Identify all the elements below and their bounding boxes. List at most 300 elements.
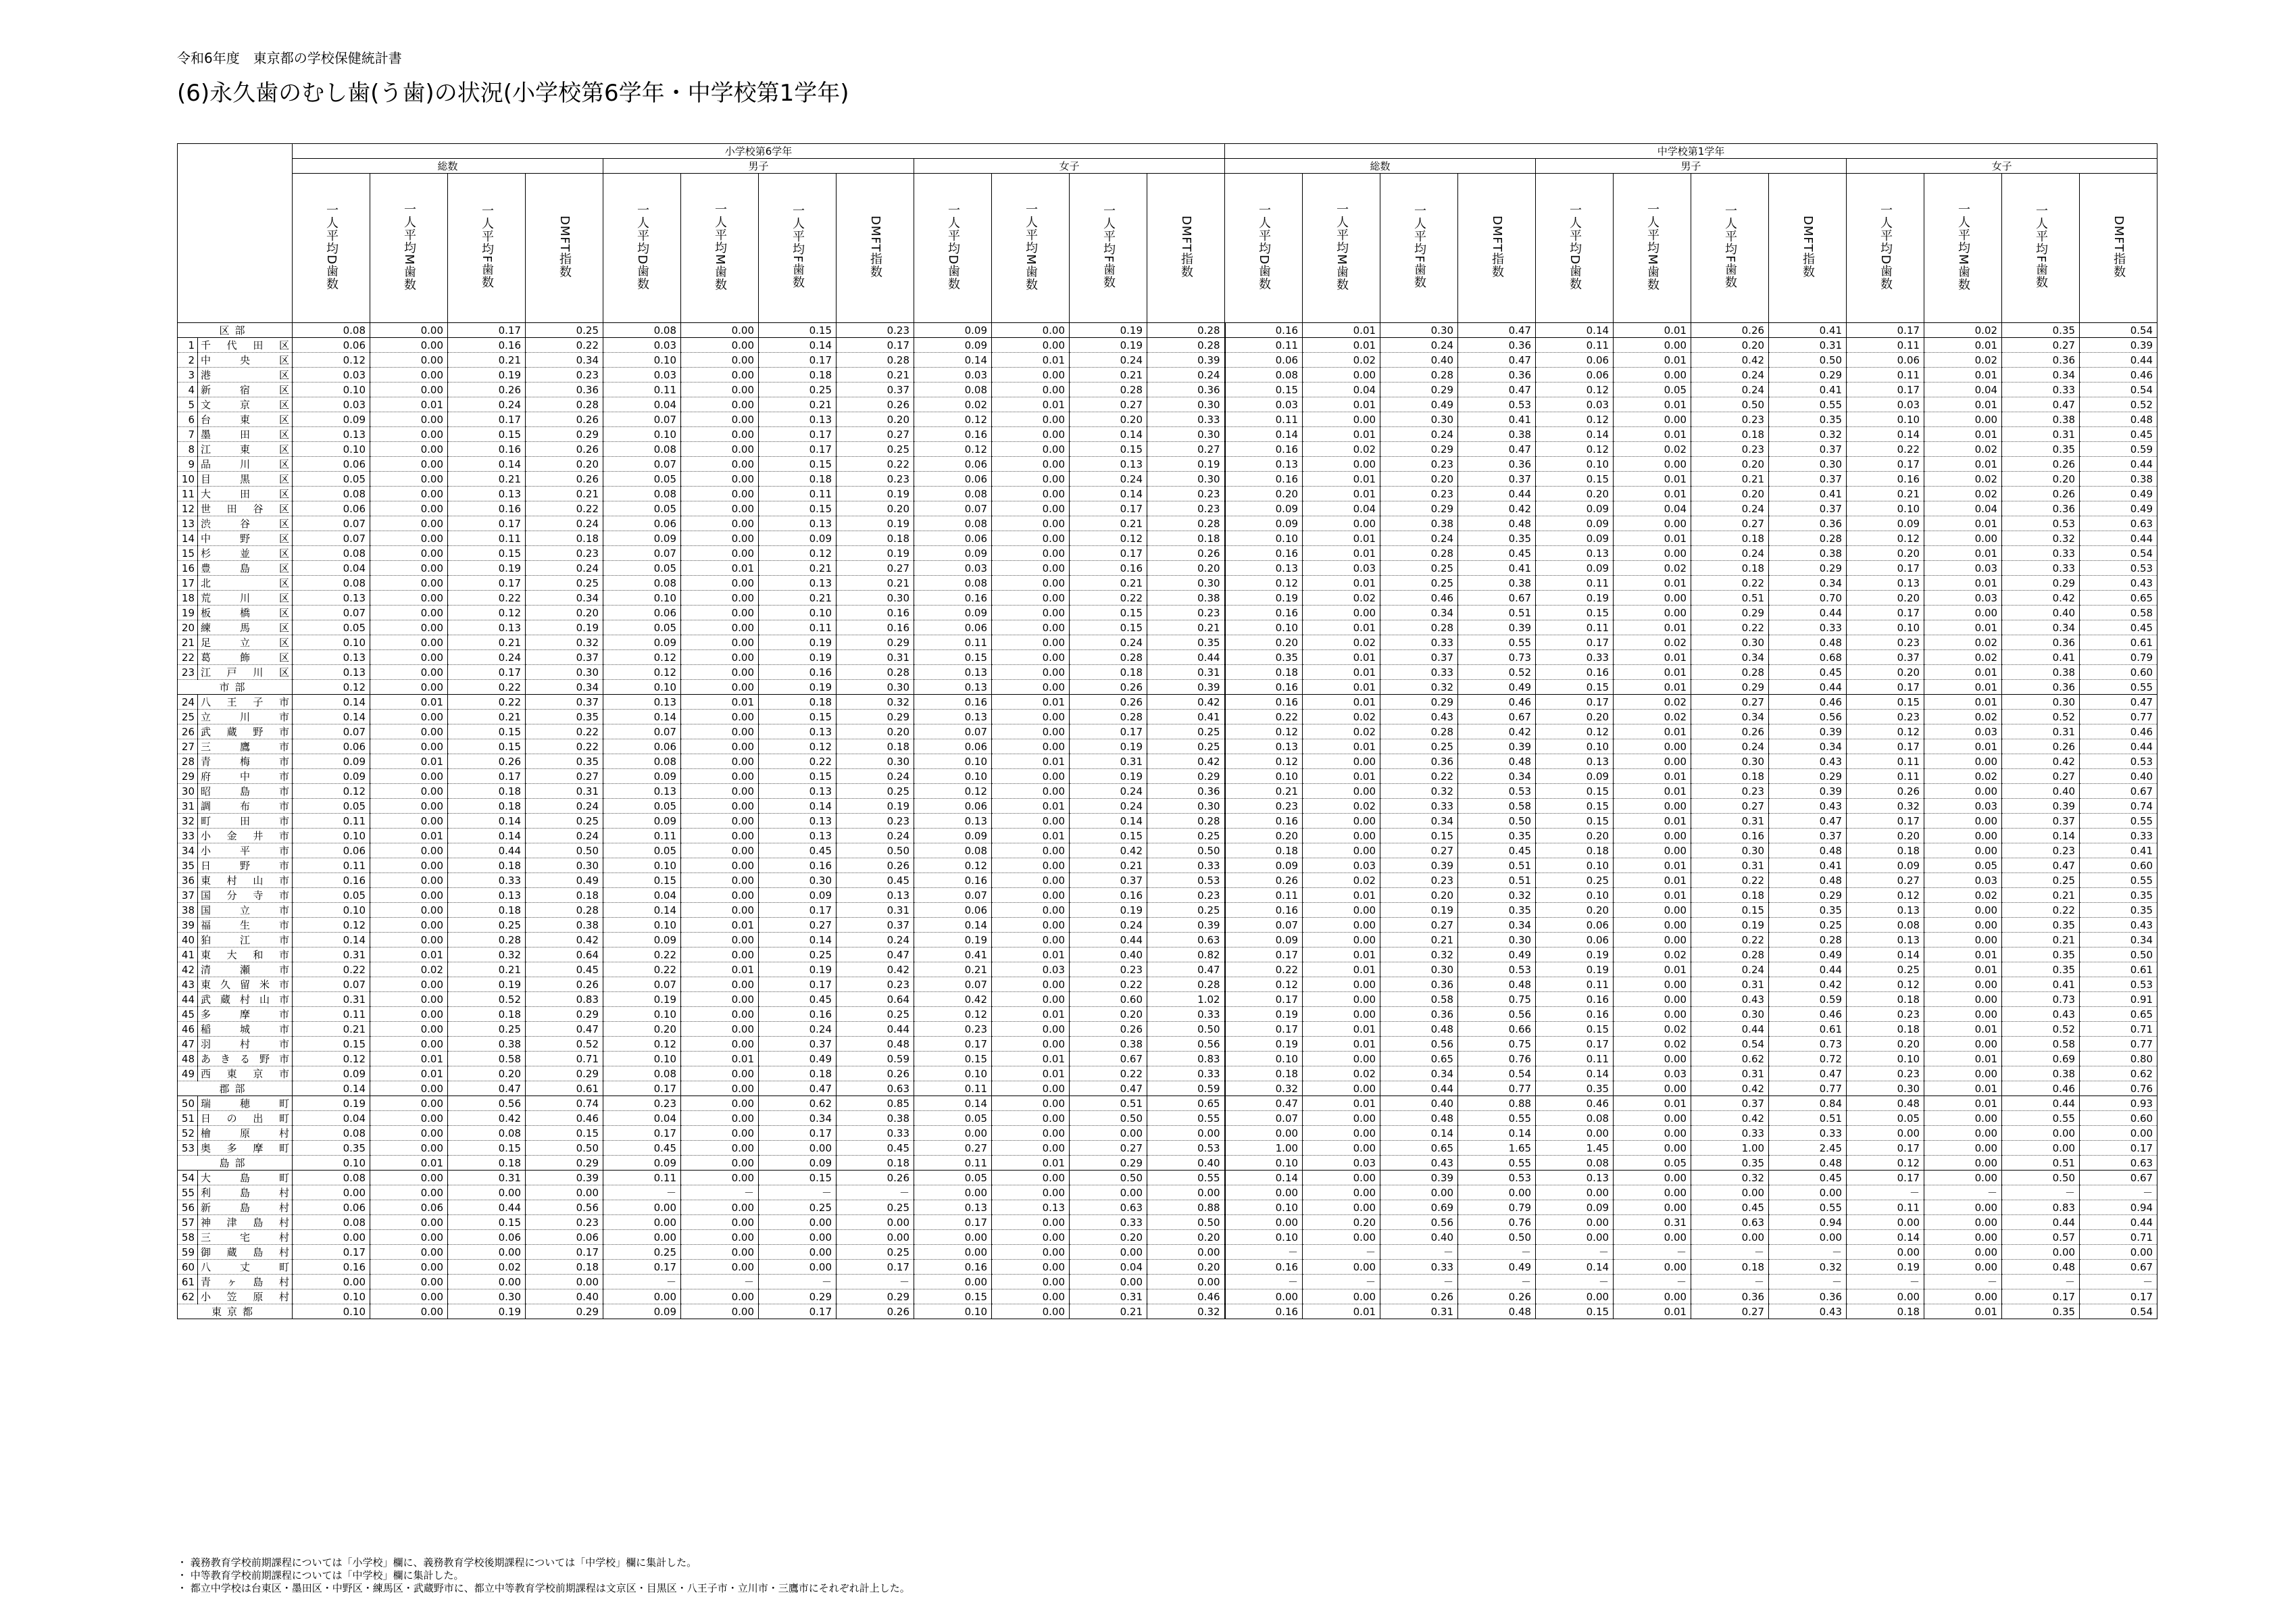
row-number: 4 bbox=[178, 383, 198, 397]
value-cell: 0.47 bbox=[1458, 442, 1536, 457]
value-cell: 0.13 bbox=[448, 888, 526, 903]
value-cell: 0.83 bbox=[1147, 1052, 1225, 1066]
value-cell: 0.01 bbox=[1614, 769, 1691, 784]
value-cell: 0.01 bbox=[1924, 1096, 2002, 1111]
value-cell: 0.77 bbox=[1458, 1081, 1536, 1096]
table-row bbox=[178, 1126, 2157, 1141]
value-cell: 0.58 bbox=[2080, 606, 2157, 620]
value-cell: 0.48 bbox=[1458, 1304, 1536, 1319]
value-cell: 0.43 bbox=[2002, 1007, 2080, 1022]
value-cell: 0.00 bbox=[1303, 412, 1380, 427]
value-cell: 0.49 bbox=[1458, 680, 1536, 695]
value-cell: 0.57 bbox=[2002, 1230, 2080, 1245]
value-cell: 0.20 bbox=[837, 724, 914, 739]
value-cell: 0.29 bbox=[1380, 383, 1458, 397]
value-cell: 0.15 bbox=[1070, 620, 1147, 635]
value-cell: 0.11 bbox=[603, 1171, 681, 1185]
value-cell: 0.26 bbox=[1458, 1289, 1536, 1304]
municipality-name: 青梅市 bbox=[198, 754, 293, 769]
value-cell: 0.14 bbox=[293, 1081, 370, 1096]
value-cell: 0.13 bbox=[1847, 903, 1924, 918]
value-cell: 0.20 bbox=[1070, 412, 1147, 427]
value-cell: 0.25 bbox=[526, 814, 603, 829]
value-cell: 0.00 bbox=[603, 1215, 681, 1230]
value-cell: 0.26 bbox=[2002, 487, 2080, 501]
value-cell: 0.00 bbox=[837, 1215, 914, 1230]
value-cell: 0.55 bbox=[1147, 1111, 1225, 1126]
value-cell: 0.42 bbox=[1147, 695, 1225, 710]
value-cell: 0.41 bbox=[1769, 487, 1847, 501]
value-cell: 0.52 bbox=[448, 992, 526, 1007]
value-cell: 0.59 bbox=[837, 1052, 914, 1066]
municipality-name: 墨田区 bbox=[198, 427, 293, 442]
value-cell: 0.20 bbox=[1847, 665, 1924, 680]
value-cell: 0.33 bbox=[1147, 1007, 1225, 1022]
value-cell: 0.34 bbox=[526, 591, 603, 606]
sex-group-header: 男子 bbox=[603, 159, 914, 174]
value-cell: 0.20 bbox=[1536, 829, 1614, 843]
value-cell: 0.13 bbox=[759, 829, 837, 843]
table-row bbox=[178, 1185, 2157, 1200]
row-number: 30 bbox=[178, 784, 198, 799]
municipality-name: あきる野市 bbox=[198, 1052, 293, 1066]
table-row bbox=[178, 724, 2157, 739]
value-cell: 0.00 bbox=[681, 873, 759, 888]
row-number: 31 bbox=[178, 799, 198, 814]
value-cell: 0.72 bbox=[1769, 1052, 1847, 1066]
value-cell: 0.00 bbox=[681, 368, 759, 383]
value-cell: 0.00 bbox=[370, 620, 448, 635]
value-cell: 0.22 bbox=[603, 948, 681, 962]
value-cell: 0.00 bbox=[1303, 1126, 1380, 1141]
value-cell: 0.01 bbox=[1303, 1096, 1380, 1111]
value-cell: 0.00 bbox=[370, 531, 448, 546]
value-cell: 0.41 bbox=[1458, 412, 1536, 427]
value-cell: 0.00 bbox=[370, 1289, 448, 1304]
value-cell: 0.25 bbox=[2002, 873, 2080, 888]
value-cell: 0.14 bbox=[1536, 1260, 1614, 1275]
value-cell: 0.51 bbox=[1769, 1111, 1847, 1126]
value-cell: 0.45 bbox=[603, 1141, 681, 1156]
value-cell: 0.30 bbox=[1147, 472, 1225, 487]
value-cell: 0.35 bbox=[1458, 531, 1536, 546]
value-cell: 0.33 bbox=[837, 1126, 914, 1141]
table-row bbox=[178, 635, 2157, 650]
value-cell: 0.23 bbox=[914, 1022, 992, 1037]
value-cell: 0.21 bbox=[1070, 516, 1147, 531]
value-cell: 0.00 bbox=[914, 1185, 992, 1200]
value-cell: 0.00 bbox=[2002, 1141, 2080, 1156]
value-cell: 0.11 bbox=[1536, 338, 1614, 353]
value-cell: 0.01 bbox=[992, 754, 1070, 769]
value-cell: 0.00 bbox=[1070, 1126, 1147, 1141]
value-cell: 0.00 bbox=[681, 397, 759, 412]
value-cell: 0.24 bbox=[526, 561, 603, 576]
value-cell: 0.28 bbox=[1380, 620, 1458, 635]
value-cell: 0.15 bbox=[1536, 799, 1614, 814]
value-cell: 0.00 bbox=[992, 383, 1070, 397]
value-cell: 0.11 bbox=[293, 814, 370, 829]
value-cell: － bbox=[1458, 1245, 1536, 1260]
value-cell: 0.01 bbox=[1303, 665, 1380, 680]
region-name: 東京都 bbox=[178, 1304, 293, 1319]
value-cell: 0.45 bbox=[2080, 427, 2157, 442]
value-cell: 0.37 bbox=[837, 383, 914, 397]
value-cell: 0.17 bbox=[759, 427, 837, 442]
value-cell: 0.00 bbox=[681, 1022, 759, 1037]
value-cell: 0.01 bbox=[1614, 487, 1691, 501]
value-cell: 0.32 bbox=[1147, 1304, 1225, 1319]
value-cell: 0.05 bbox=[603, 472, 681, 487]
value-cell: 0.18 bbox=[448, 1007, 526, 1022]
value-cell: 0.53 bbox=[2002, 516, 2080, 531]
value-cell: 0.18 bbox=[1691, 427, 1769, 442]
value-cell: 0.00 bbox=[1924, 784, 2002, 799]
value-cell: 0.19 bbox=[1070, 323, 1147, 338]
value-cell: 0.00 bbox=[681, 620, 759, 635]
table-row bbox=[178, 516, 2157, 531]
value-cell: 0.44 bbox=[448, 1200, 526, 1215]
value-cell: 0.16 bbox=[1225, 546, 1303, 561]
value-cell: 0.00 bbox=[992, 710, 1070, 724]
value-cell: 0.12 bbox=[914, 1007, 992, 1022]
value-cell: 0.00 bbox=[1924, 1171, 2002, 1185]
value-cell: 0.18 bbox=[1691, 888, 1769, 903]
value-cell: 0.24 bbox=[448, 397, 526, 412]
value-cell: 0.19 bbox=[293, 1096, 370, 1111]
value-cell: 0.53 bbox=[2080, 561, 2157, 576]
value-cell: 0.01 bbox=[992, 1052, 1070, 1066]
value-cell: 0.15 bbox=[1536, 606, 1614, 620]
value-cell: 0.13 bbox=[914, 710, 992, 724]
value-cell: 0.01 bbox=[1303, 323, 1380, 338]
value-cell: 0.47 bbox=[448, 1081, 526, 1096]
value-cell: 0.00 bbox=[992, 858, 1070, 873]
value-cell: 0.02 bbox=[1614, 1022, 1691, 1037]
value-cell: 0.10 bbox=[293, 1289, 370, 1304]
value-cell: 0.40 bbox=[1380, 1096, 1458, 1111]
value-cell: 0.59 bbox=[1147, 1081, 1225, 1096]
value-cell: 0.40 bbox=[2002, 606, 2080, 620]
value-cell: 0.20 bbox=[1847, 829, 1924, 843]
value-cell: 0.39 bbox=[1147, 918, 1225, 933]
value-cell: 0.10 bbox=[914, 754, 992, 769]
column-label: 一人平均D歯数 bbox=[603, 174, 681, 323]
value-cell: 0.47 bbox=[2002, 858, 2080, 873]
value-cell: 0.32 bbox=[1769, 427, 1847, 442]
value-cell: 0.52 bbox=[526, 1037, 603, 1052]
value-cell: 0.26 bbox=[1147, 546, 1225, 561]
value-cell: 0.02 bbox=[1303, 873, 1380, 888]
value-cell: 0.16 bbox=[1225, 1304, 1303, 1319]
value-cell: 0.50 bbox=[526, 843, 603, 858]
value-cell: 0.01 bbox=[1924, 1022, 2002, 1037]
value-cell: 0.00 bbox=[1614, 1141, 1691, 1156]
value-cell: 0.48 bbox=[1847, 1096, 1924, 1111]
value-cell: 0.08 bbox=[603, 1066, 681, 1081]
value-cell: 0.26 bbox=[1070, 1022, 1147, 1037]
value-cell: 0.40 bbox=[1380, 353, 1458, 368]
value-cell: 0.26 bbox=[1691, 323, 1769, 338]
value-cell: 0.00 bbox=[992, 1185, 1070, 1200]
value-cell: 0.45 bbox=[837, 1141, 914, 1156]
value-cell: － bbox=[1847, 1275, 1924, 1289]
value-cell: 0.14 bbox=[1847, 948, 1924, 962]
value-cell: － bbox=[1225, 1245, 1303, 1260]
value-cell: 0.00 bbox=[681, 739, 759, 754]
value-cell: 0.17 bbox=[1536, 635, 1614, 650]
column-label: 一人平均D歯数 bbox=[1847, 174, 1924, 323]
value-cell: 0.24 bbox=[526, 829, 603, 843]
value-cell: 0.14 bbox=[293, 710, 370, 724]
municipality-name: 三鷹市 bbox=[198, 739, 293, 754]
value-cell: 0.58 bbox=[2002, 1037, 2080, 1052]
value-cell: 0.03 bbox=[1924, 561, 2002, 576]
value-cell: 0.06 bbox=[293, 843, 370, 858]
value-cell: 0.43 bbox=[1769, 754, 1847, 769]
value-cell: 0.64 bbox=[526, 948, 603, 962]
municipality-name: 新島村 bbox=[198, 1200, 293, 1215]
value-cell: 0.01 bbox=[1614, 784, 1691, 799]
value-cell: 0.40 bbox=[1380, 1230, 1458, 1245]
value-cell: 0.60 bbox=[2080, 858, 2157, 873]
value-cell: 0.06 bbox=[1847, 353, 1924, 368]
value-cell: 0.00 bbox=[681, 724, 759, 739]
value-cell: 0.00 bbox=[992, 665, 1070, 680]
table-row bbox=[178, 962, 2157, 977]
value-cell: 0.03 bbox=[603, 368, 681, 383]
value-cell: 0.09 bbox=[293, 1066, 370, 1081]
value-cell: 0.30 bbox=[1691, 1007, 1769, 1022]
value-cell: 0.08 bbox=[293, 1215, 370, 1230]
value-cell: 0.52 bbox=[2080, 397, 2157, 412]
value-cell: 0.53 bbox=[1458, 397, 1536, 412]
value-cell: 0.50 bbox=[1458, 1230, 1536, 1245]
value-cell: 0.29 bbox=[837, 1289, 914, 1304]
value-cell: 0.29 bbox=[1691, 680, 1769, 695]
value-cell: 0.36 bbox=[1458, 368, 1536, 383]
value-cell: 0.14 bbox=[1070, 427, 1147, 442]
row-number: 50 bbox=[178, 1096, 198, 1111]
value-cell: 0.09 bbox=[1536, 516, 1614, 531]
municipality-name: 立川市 bbox=[198, 710, 293, 724]
value-cell: 0.08 bbox=[914, 516, 992, 531]
value-cell: 0.63 bbox=[1147, 933, 1225, 948]
row-number: 33 bbox=[178, 829, 198, 843]
value-cell: 0.47 bbox=[1070, 1081, 1147, 1096]
value-cell: 0.44 bbox=[1070, 933, 1147, 948]
value-cell: 0.10 bbox=[603, 1007, 681, 1022]
value-cell: 0.00 bbox=[1303, 516, 1380, 531]
value-cell: 0.19 bbox=[759, 962, 837, 977]
value-cell: 0.00 bbox=[370, 353, 448, 368]
value-cell: 0.00 bbox=[1303, 1141, 1380, 1156]
value-cell: 0.00 bbox=[681, 680, 759, 695]
value-cell: 0.73 bbox=[1458, 650, 1536, 665]
value-cell: 0.01 bbox=[1924, 427, 2002, 442]
value-cell: 0.00 bbox=[681, 769, 759, 784]
value-cell: 0.27 bbox=[837, 561, 914, 576]
value-cell: 0.01 bbox=[1614, 323, 1691, 338]
value-cell: 0.01 bbox=[1924, 457, 2002, 472]
value-cell: 0.13 bbox=[293, 650, 370, 665]
value-cell: 0.00 bbox=[1225, 1289, 1303, 1304]
value-cell: 0.45 bbox=[1769, 665, 1847, 680]
value-cell: 0.00 bbox=[759, 1141, 837, 1156]
value-cell: 0.00 bbox=[992, 992, 1070, 1007]
value-cell: 0.02 bbox=[370, 962, 448, 977]
value-cell: 0.00 bbox=[1614, 412, 1691, 427]
value-cell: 0.20 bbox=[1070, 1230, 1147, 1245]
value-cell: 0.37 bbox=[526, 695, 603, 710]
table-row bbox=[178, 472, 2157, 487]
value-cell: 0.09 bbox=[1536, 531, 1614, 546]
value-cell: 0.22 bbox=[1847, 442, 1924, 457]
value-cell: 0.50 bbox=[1070, 1171, 1147, 1185]
value-cell: 0.12 bbox=[1225, 754, 1303, 769]
value-cell: 0.22 bbox=[759, 754, 837, 769]
value-cell: 0.08 bbox=[293, 323, 370, 338]
value-cell: 0.18 bbox=[1225, 843, 1303, 858]
row-number: 52 bbox=[178, 1126, 198, 1141]
value-cell: 0.00 bbox=[293, 1230, 370, 1245]
value-cell: 0.11 bbox=[1847, 754, 1924, 769]
value-cell: 0.11 bbox=[1847, 368, 1924, 383]
value-cell: 0.00 bbox=[1614, 457, 1691, 472]
value-cell: 0.33 bbox=[448, 873, 526, 888]
value-cell: 0.25 bbox=[1847, 962, 1924, 977]
value-cell: － bbox=[1614, 1245, 1691, 1260]
value-cell: 0.38 bbox=[526, 918, 603, 933]
value-cell: 0.22 bbox=[1070, 591, 1147, 606]
value-cell: 0.29 bbox=[1691, 606, 1769, 620]
municipality-name: 北区 bbox=[198, 576, 293, 591]
value-cell: 0.25 bbox=[1536, 873, 1614, 888]
value-cell: 0.00 bbox=[370, 561, 448, 576]
municipality-name: 東久留米市 bbox=[198, 977, 293, 992]
value-cell: 0.39 bbox=[1380, 1171, 1458, 1185]
value-cell: 0.15 bbox=[448, 1215, 526, 1230]
value-cell: 0.01 bbox=[992, 353, 1070, 368]
value-cell: 0.20 bbox=[1691, 457, 1769, 472]
value-cell: 0.28 bbox=[1070, 383, 1147, 397]
value-cell: 0.08 bbox=[914, 576, 992, 591]
row-number: 47 bbox=[178, 1037, 198, 1052]
value-cell: 0.00 bbox=[2002, 1245, 2080, 1260]
value-cell: 0.10 bbox=[603, 353, 681, 368]
value-cell: 0.30 bbox=[1147, 397, 1225, 412]
value-cell: 0.16 bbox=[1225, 323, 1303, 338]
footnote: ・ 義務教育学校前期課程については「小学校」欄に、義務教育学校後期課程については「中学校」欄に集計した。 bbox=[177, 1556, 910, 1569]
value-cell: 0.00 bbox=[1924, 1007, 2002, 1022]
value-cell: 0.48 bbox=[2002, 1260, 2080, 1275]
value-cell: 0.28 bbox=[1769, 531, 1847, 546]
value-cell: 0.21 bbox=[1070, 576, 1147, 591]
value-cell: 0.00 bbox=[681, 576, 759, 591]
value-cell: 0.16 bbox=[1536, 1007, 1614, 1022]
value-cell: 0.00 bbox=[370, 933, 448, 948]
table-row bbox=[178, 933, 2157, 948]
value-cell: 0.01 bbox=[1303, 769, 1380, 784]
value-cell: 0.31 bbox=[293, 948, 370, 962]
value-cell: 0.08 bbox=[293, 487, 370, 501]
value-cell: 0.23 bbox=[526, 368, 603, 383]
value-cell: 0.02 bbox=[1303, 724, 1380, 739]
value-cell: 0.14 bbox=[1536, 1066, 1614, 1081]
value-cell: 0.16 bbox=[914, 873, 992, 888]
table-row bbox=[178, 1289, 2157, 1304]
table-row bbox=[178, 1141, 2157, 1156]
value-cell: 0.13 bbox=[448, 620, 526, 635]
value-cell: 0.16 bbox=[448, 442, 526, 457]
value-cell: 0.33 bbox=[1380, 635, 1458, 650]
value-cell: 0.15 bbox=[1380, 829, 1458, 843]
value-cell: 0.01 bbox=[1924, 338, 2002, 353]
value-cell: 0.07 bbox=[1225, 1111, 1303, 1126]
value-cell: 0.02 bbox=[1924, 635, 2002, 650]
value-cell: 0.00 bbox=[370, 457, 448, 472]
value-cell: 0.26 bbox=[1225, 873, 1303, 888]
value-cell: 0.31 bbox=[2002, 427, 2080, 442]
value-cell: 0.26 bbox=[2002, 457, 2080, 472]
value-cell: 0.22 bbox=[837, 457, 914, 472]
value-cell: 0.31 bbox=[1691, 858, 1769, 873]
value-cell: 0.00 bbox=[370, 769, 448, 784]
value-cell: 0.13 bbox=[603, 784, 681, 799]
value-cell: 0.25 bbox=[526, 323, 603, 338]
value-cell: 0.63 bbox=[1691, 1215, 1769, 1230]
value-cell: 0.47 bbox=[1458, 353, 1536, 368]
value-cell: 0.09 bbox=[1225, 516, 1303, 531]
value-cell: 0.32 bbox=[1691, 1171, 1769, 1185]
value-cell: 0.25 bbox=[837, 442, 914, 457]
value-cell: 0.24 bbox=[1070, 784, 1147, 799]
value-cell: 0.67 bbox=[2080, 1260, 2157, 1275]
value-cell: 0.03 bbox=[1303, 561, 1380, 576]
value-cell: 0.35 bbox=[1769, 412, 1847, 427]
value-cell: 0.30 bbox=[1380, 323, 1458, 338]
value-cell: 0.00 bbox=[370, 1304, 448, 1319]
value-cell: 0.00 bbox=[1924, 1156, 2002, 1171]
value-cell: 0.38 bbox=[2080, 472, 2157, 487]
value-cell: 0.10 bbox=[1847, 501, 1924, 516]
value-cell: 0.17 bbox=[837, 338, 914, 353]
value-cell: 0.01 bbox=[992, 1066, 1070, 1081]
value-cell: 0.19 bbox=[1070, 739, 1147, 754]
value-cell: 0.30 bbox=[1147, 576, 1225, 591]
municipality-name: 板橋区 bbox=[198, 606, 293, 620]
value-cell: 0.31 bbox=[1691, 1066, 1769, 1081]
value-cell: 0.00 bbox=[1691, 1230, 1769, 1245]
value-cell: 0.28 bbox=[526, 903, 603, 918]
value-cell: 0.00 bbox=[1614, 1171, 1691, 1185]
sex-group-header: 総数 bbox=[293, 159, 603, 174]
value-cell: 0.00 bbox=[370, 1275, 448, 1289]
value-cell: 0.21 bbox=[1380, 933, 1458, 948]
value-cell: 0.01 bbox=[1614, 962, 1691, 977]
value-cell: 0.01 bbox=[681, 962, 759, 977]
value-cell: 0.06 bbox=[293, 457, 370, 472]
value-cell: 0.42 bbox=[2002, 591, 2080, 606]
municipality-name: 利島村 bbox=[198, 1185, 293, 1200]
value-cell: 0.32 bbox=[448, 948, 526, 962]
value-cell: 0.25 bbox=[759, 383, 837, 397]
school-group-header: 中学校第1学年 bbox=[1225, 144, 2157, 159]
value-cell: 0.21 bbox=[293, 1022, 370, 1037]
value-cell: 0.00 bbox=[1924, 992, 2002, 1007]
value-cell: 0.33 bbox=[1769, 1126, 1847, 1141]
value-cell: 0.26 bbox=[1380, 1289, 1458, 1304]
